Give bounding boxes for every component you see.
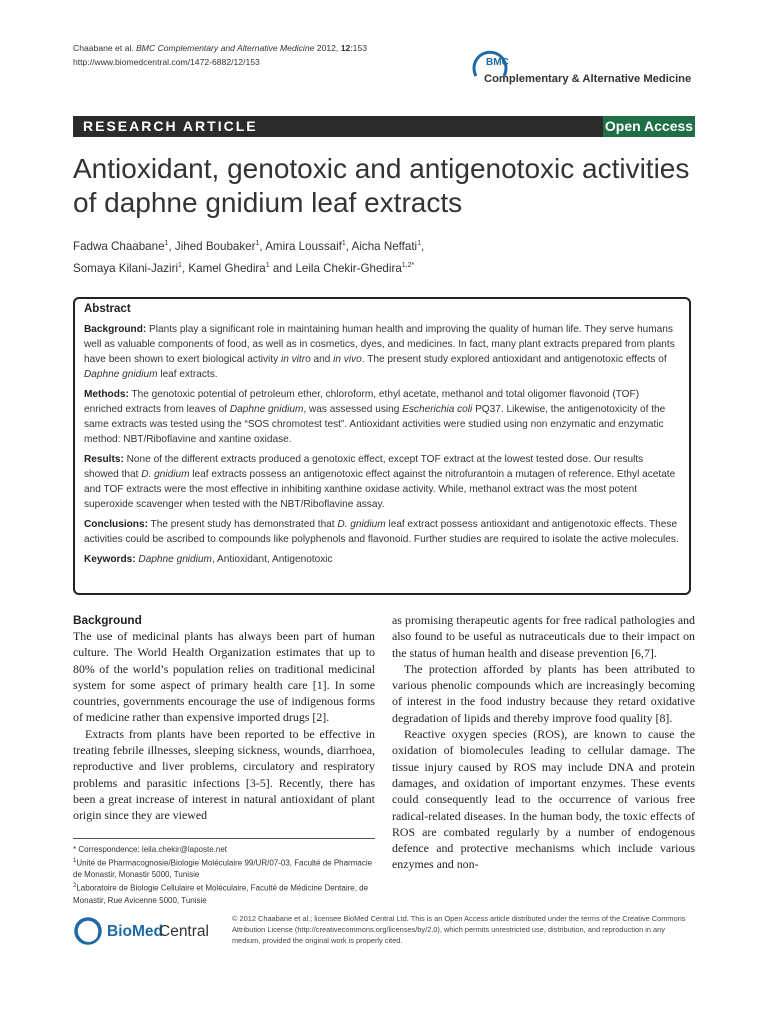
- author-name: Jihed Boubaker: [174, 239, 256, 253]
- abstract-box: [73, 297, 691, 595]
- abstract-methods: Methods: The genotoxic potential of petroleum ether, chloroform, ethyl acetate, methanol and total oligomer flavonoid (TOF) enriched extracts from leaves of Daphne gnidium, was assessed using Escherichia coli PQ37. Likewise, the antigenotoxicity of the same extracts was tested using the “SOS chromotest test”. Antioxidant activities were studied using non enzymatic and enzymatic method: NBT/Riboflavine and xantine oxidase.: [84, 389, 666, 445]
- journal-logo: [470, 46, 700, 92]
- journal-title: BMC Complementary and Alternative Medicine: [136, 43, 315, 53]
- author-name: Amira Loussaif: [265, 239, 342, 253]
- author-name: Somaya Kilani-Jaziri: [73, 261, 179, 275]
- biomed-central-logo: [73, 915, 223, 949]
- body-paragraph: The protection afforded by plants has been attributed to various phenolic compounds which are increasingly becoming of interest in the food industry because they retard oxidative degradation of lipids and thereby improve food quality [8].: [392, 661, 695, 725]
- author-affiliation-mark: 1: [417, 240, 422, 247]
- affiliation-1: $^1$Unité de Pharmacognosie/Biologie Moléculaire 99/UR/07-03, Faculté de Pharmacie de Monastir, Monastir 5000, Tunisie: [73, 857, 373, 880]
- journal-abbr: BMC: [486, 57, 509, 68]
- citation-header: [73, 41, 367, 69]
- article-type-label: RESEARCH ARTICLE: [83, 118, 258, 134]
- author-separator: and: [269, 261, 296, 275]
- body-column-left: [73, 612, 375, 824]
- abstract-conclusions: Conclusions: The present study has demonstrated that D. gnidium leaf extract possess antioxidant and antigenotoxic effects. These activities could be ascribed to compounds like polyphenols and flavonoid. Further studies are required to isolate the active molecules.: [84, 519, 679, 545]
- section-heading-background: Background: [73, 613, 142, 627]
- volume: 12: [340, 43, 351, 53]
- abstract-heading: Abstract: [84, 303, 131, 315]
- abstract-keywords: Keywords: Daphne gnidium, Antioxidant, Antigenotoxic: [84, 554, 333, 565]
- author-affiliation-mark: 1: [265, 261, 270, 269]
- correspondence-note[interactable]: * Correspondence: leila.chekir@laposte.net: [73, 845, 227, 854]
- article-url[interactable]: http://www.biomedcentral.com/1472-6882/12/153: [73, 57, 260, 67]
- body-paragraph: as promising therapeutic agents for free radical pathologies and also found to be useful as nutraceuticals due to their impact on the status of human health and disease prevention [6,7].: [392, 613, 695, 660]
- logo-central-text: Central: [159, 923, 209, 940]
- author-list: [73, 234, 695, 278]
- author-separator: ,: [181, 261, 189, 275]
- author-affiliation-mark: 1: [164, 240, 169, 247]
- body-column-right: [392, 612, 695, 873]
- author-name: Aicha Neffati: [351, 239, 418, 253]
- author-name: Leila Chekir-Ghedira: [295, 261, 402, 275]
- citation-line: Chaabane et al. BMC Complementary and Alternative Medicine 2012, 12:153: [73, 43, 367, 53]
- author-separator: ,: [168, 239, 175, 253]
- author-separator: ,: [421, 239, 425, 253]
- author-affiliation-mark: 1: [178, 261, 182, 269]
- author-affiliation-mark: 1: [341, 240, 346, 247]
- author-affiliation-mark: 1,2*: [401, 261, 415, 269]
- logo-biomed-text: BioMed: [107, 923, 163, 940]
- author-affiliation-mark: 1: [255, 240, 260, 247]
- biomed-central-circle-icon: [73, 915, 105, 947]
- journal-name: Complementary & Alternative Medicine: [484, 73, 692, 85]
- author-name: Fadwa Chaabane: [73, 239, 165, 253]
- open-access-badge: Open Access: [603, 116, 695, 137]
- author-separator: ,: [345, 239, 352, 253]
- article-title: Antioxidant, genotoxic and antigenotoxic activities of daphne gnidium leaf extracts: [73, 153, 690, 218]
- body-paragraph: The use of medicinal plants has always been part of human culture. The World Health Organization estimates that up to 80% of the world’s population relies on traditional medicinal system for some aspect of primary health care [1]. In some countries, governments encourage the use of indigenous forms of medicine rather than expensive imported drugs [2].: [73, 629, 375, 725]
- body-paragraph: Reactive oxygen species (ROS), are known to cause the oxidation of biomolecules leading to cellular damage. The tissue injury caused by ROS may include DNA and protein damages, and oxidation of important enzymes. These events could consequently lead to the occurrence of various free radical-related diseases. In the human body, the toxic effects of ROS are combated regularly by a number of endogenous defence and protective mechanisms which include various enzymes and non-: [392, 727, 695, 872]
- article-type-banner: [73, 116, 695, 137]
- footnotes: [73, 838, 375, 906]
- author-name: Kamel Ghedira: [188, 261, 266, 275]
- abstract-background: Background: Plants play a significant role in maintaining human health and improving the quality of human life. They serve humans well as valuable components of food, as well as in cosmetics, dyes, and medicines. In fact, many plant extracts prepared from plants have been shown to exert biological activity in vitro and in vivo. The present study explored antioxidant and antigenotoxic effects of Daphne gnidium leaf extracts.: [84, 324, 675, 380]
- body-paragraph: Extracts from plants have been reported to be effective in treating febrile illnesses, sleeping sickness, wounds, diarrhoea, reproductive and liver problems, circulatory and respiratory problems and parasitic infections [3-5]. Recently, there has been a great increase of interest in natural antioxidant of plant origin since they are viewed: [73, 726, 375, 823]
- affiliation-2: $^2$Laboratoire de Biologie Cellulaire et Moléculaire, Faculté de Médicine Dentaire, de Monastir, Rue Avicenne 5000, Tunisie: [73, 883, 369, 905]
- license-text: © 2012 Chaabane et al.; licensee BioMed Central Ltd. This is an Open Access article distributed under the terms of the Creative Commons Attribution License (http://creativecommons.org/licenses/by/2.0), which permits unrestricted use, distribution, and reproduction in any medium, provided the original work is properly cited.: [232, 914, 686, 945]
- abstract-results: Results: None of the different extracts produced a genotoxic effect, except TOF extract at the lowest tested dose. Our results showed that D. gnidium leaf extracts possess an antigenotoxic effect against the nitrofurantoin a mutagen of reference. Ethyl acetate and TOF extracts were the most effective in inhibiting xanthine oxidase activity. While, methanol extract was the most potent superoxide scavenger when tested with the NBT/Riboflavine assay.: [84, 454, 676, 510]
- author-separator: ,: [259, 239, 266, 253]
